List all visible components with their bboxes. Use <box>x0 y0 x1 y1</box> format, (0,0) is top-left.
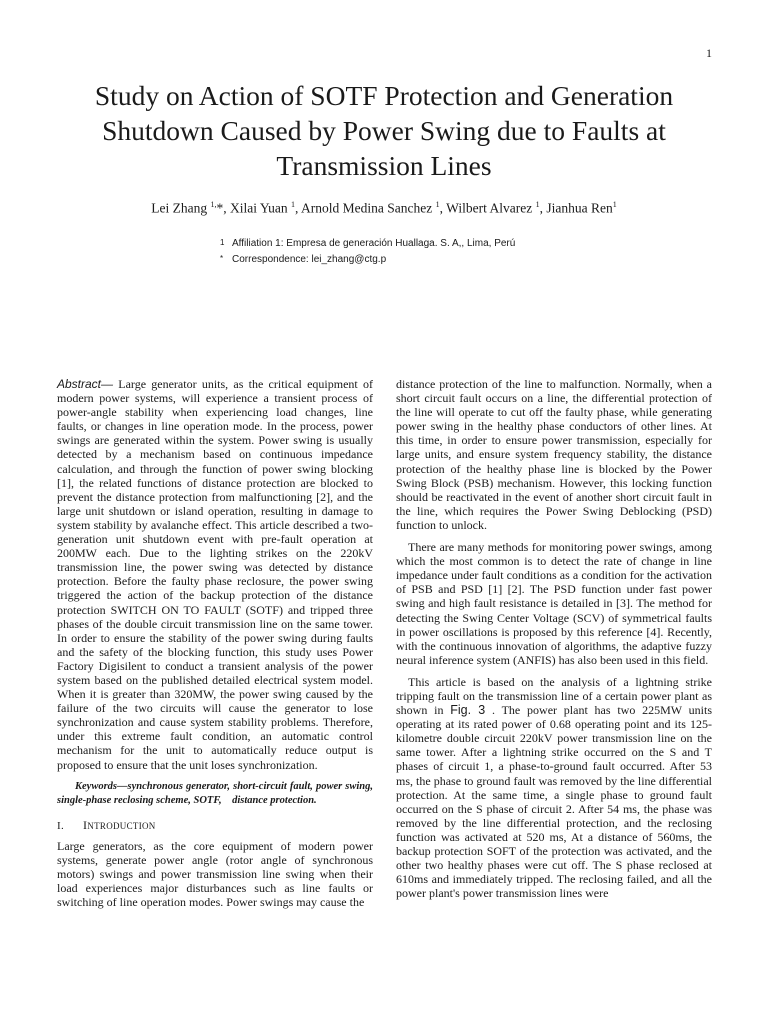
section-heading-introduction <box>57 818 373 833</box>
author-separator: *, <box>216 200 231 216</box>
abstract <box>57 377 373 772</box>
section-number: I. <box>57 819 65 832</box>
author-superscript: 1 <box>612 200 617 209</box>
left-column <box>57 377 373 917</box>
author-name: Xilai Yuan <box>230 200 292 216</box>
author-name: Wilbert Alvarez <box>446 200 536 216</box>
author-superscript: 1, <box>210 200 217 209</box>
affiliation-text: Affiliation 1: Empresa de generación Huallaga. S. A,, Lima, Perú <box>232 238 516 249</box>
right-column <box>396 377 712 908</box>
body-paragraph-1: distance protection of the line to malfunction. Normally, when a short circuit fault occurs on a line, the differential protection of the line will operate to cut off the faulty phase, while generating power swing in the healthy phase conductors of other lines. At this time, in order to ensure power transmission, especially for large units, and ensure system frequency stability, the distance protection of the healthy phase line is blocked by the Power Swing Block (PSB) mechanism. However, this locking function should be reactivated in the event of another short circuit fault in the line, which requires the Power Swing Deblocking (PSD) function to unlock. <box>396 377 712 532</box>
section-title-rest: NTRODUCTION <box>87 820 156 831</box>
paragraph-text-end: . The power plant has two 225MW units operating at its rated power of 0.68 operating point and its 125-kilometre double circuit 220kV power transmission line on the same tower. After a lightning strike occurred on the S and T phases of circuit 1, a phase-to-ground fault occurred. After 53 ms, the phase to ground fault was removed by the line differential protection. At the same time, a single phase to ground fault occurred on the S phase of circuit 2. After 54 ms, the phase was removed by the line differential protection, and the reclosing function was activated at 520 ms, At a distance of 560ms, the backup protection SOFT of the protection was activated, and the other two healthy phases were cut off. The S phase reclosed at 610ms and immediately tripped. The reclosing failed, and all the power plant's power transmission lines were <box>396 703 712 901</box>
section-title-initial: I <box>83 817 88 832</box>
author-name: Arnold Medina Sanchez <box>301 200 436 216</box>
author-superscript: 1 <box>535 200 540 209</box>
page-number: 1 <box>706 46 712 60</box>
affiliation-mark: 1 <box>220 238 225 247</box>
figure-reference[interactable]: Fig. 3 <box>450 703 486 718</box>
body-paragraph-3 <box>396 675 712 901</box>
correspondence-text: Correspondence: lei_zhang@ctg.p <box>232 254 387 265</box>
correspondence-line <box>220 254 386 265</box>
correspondence-mark: * <box>220 254 224 263</box>
author-superscript: 1 <box>291 200 296 209</box>
introduction-paragraph: Large generators, as the core equipment of modern power systems, generate power angle (rotor angle of synchronous motors) swings and power transmission line swing when their load experiences major disturbances such as line faults or switching of line operation modes. Power swings may cause the <box>57 838 373 910</box>
paragraph-text-start: This article is based on the analysis of a lightning strike tripping fault on the transmission line of a certain power plant as shown in <box>396 674 712 718</box>
paper-title: Study on Action of SOTF Protection and Generation Shutdown Caused by Power Swing due to Faults at Transmission Lines <box>94 80 674 181</box>
author-list <box>40 200 728 217</box>
body-paragraph-2: There are many methods for monitoring power swings, among which the most common is to detect the rate of change in line impedance under fault conditions as a condition for the activation of PSB and PSD [1] [2]. The PSD function under fast power swing and high fault resistance is detailed in [3]. The method for detecting the Swing Center Voltage (SCV) of symmetrical faults in power oscillations is proposed by this reference [4]. Recently, with the continuous innovation of algorithms, the adaptive fuzzy neural inference system (ANFIS) has also been used in this field. <box>396 540 712 667</box>
author-superscript: 1 <box>435 200 440 209</box>
affiliation-line <box>220 238 515 249</box>
author-name: Lei Zhang <box>151 200 211 216</box>
keywords: Keywords—synchronous generator, short-circuit fault, power swing, single-phase reclosing scheme, SOTF, distance protection. <box>57 780 373 806</box>
abstract-label: Abstract— <box>57 377 114 391</box>
author-name: Jianhua Ren <box>546 200 613 216</box>
author-separator: , <box>439 200 447 216</box>
author-separator: , <box>539 200 547 216</box>
author-separator: , <box>295 200 302 216</box>
abstract-text: Large generator units, as the critical equipment of modern power systems, will experience a transient process of power-angle stability when experiencing load changes, line faults, or changes in line operation mode. In the process, power swings are generated within the system. Power swing is usually detected by a mechanism based on continuous impedance calculation, and through the function of power swing blocking [1], the related functions of distance protection are blocked to prevent the distance protection from malfunctioning [2], and the large unit shutdown or island operation, resulting in damage to system stability by avalanche effect. This article described a two-generation unit shutdown event with pre-fault operation at 200MW each. Due to the lighting strikes on the 220kV transmission line, the power swing was detected by distance protection. Before the faulty phase reclosure, the power swing triggered the action of the backup protection of the distance protection SWITCH ON TO FAULT (SOTF) and tripped three phases of the double circuit transmission line on the same tower. In order to ensure the stability of the power swing during faults and the safety of the blocking function, this study uses Power Factory Digisilent to conduct a transient analysis of the power system based on the published detailed electrical system model. When it is greater than 320MW, the power swing caused by the failure of the two circuits will cause the generator to lose synchronization and cause system stability problems. Therefore, under this extreme fault condition, an automatic control mechanism for the unit to automatically reduce output is proposed to ensure that the unit loses synchronization. <box>57 377 373 772</box>
